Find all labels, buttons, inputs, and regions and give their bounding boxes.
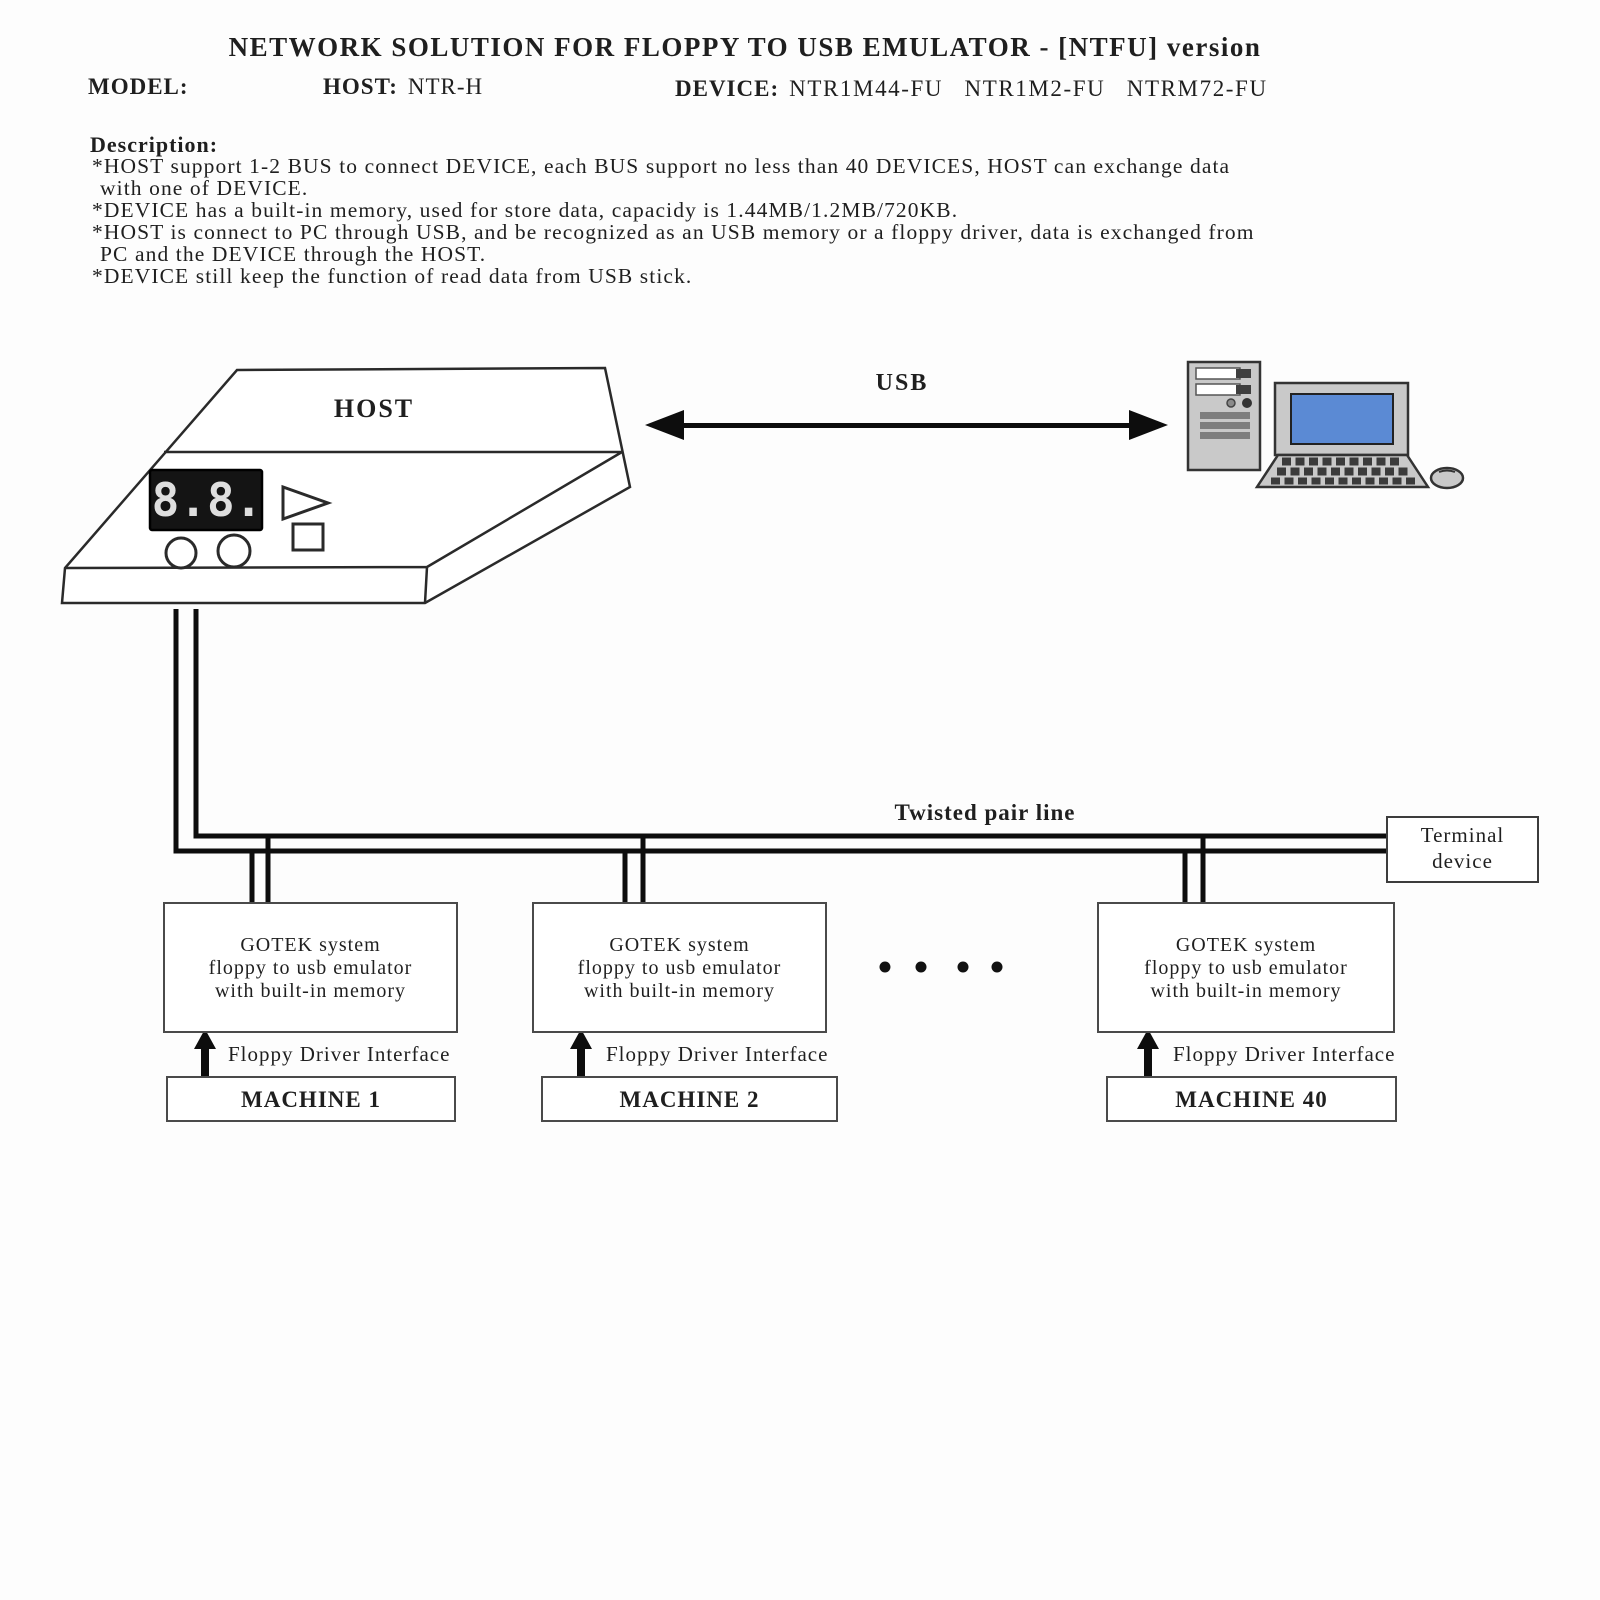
description-line: *HOST support 1-2 BUS to connect DEVICE, each BUS support no less than 40 DEVICES, HOST can exchange data [92, 154, 1231, 178]
gotek-line3: with built-in memory [214, 980, 407, 1002]
tower-vent [1200, 422, 1250, 429]
drive-bay-slot [1196, 368, 1240, 379]
floppy-interface-label-3: Floppy Driver Interface [1173, 1042, 1396, 1066]
pc-keyboard-drawing [1257, 455, 1428, 487]
floppy-interface-label-1: Floppy Driver Interface [228, 1042, 451, 1066]
pc-monitor-drawing [1275, 383, 1408, 455]
floppy-interface-label-2: Floppy Driver Interface [606, 1042, 829, 1066]
tower-vent [1200, 412, 1250, 419]
drive-bay-slot [1196, 384, 1240, 395]
tower-button [1242, 398, 1252, 408]
machine-box-3: MACHINE 40 [1106, 1076, 1397, 1122]
usb-arrowhead-left [645, 410, 684, 440]
gotek-box-2 [532, 902, 827, 1033]
description-line: *DEVICE has a built-in memory, used for store data, capacidy is 1.44MB/1.2MB/720KB. [92, 198, 959, 222]
bus-line-upper [196, 609, 1386, 836]
description-line: *DEVICE still keep the function of read data from USB stick. [92, 264, 693, 288]
host-button-circle [166, 538, 196, 568]
device-models-values: NTR1M44-FU NTR1M2-FU NTRM72-FU [789, 76, 1268, 101]
host-button-circle [218, 535, 250, 567]
terminal-device-line1: Terminal [1420, 823, 1505, 847]
host-model-value: NTR-H [407, 74, 484, 99]
gotek-line1: GOTEK system [609, 934, 750, 956]
gotek-box-1 [163, 902, 458, 1033]
description-heading: Description: [90, 132, 219, 157]
tower-vent [1200, 432, 1250, 439]
pc-tower-drawing [1188, 362, 1260, 470]
gotek-line1: GOTEK system [240, 934, 381, 956]
gotek-line2: floppy to usb emulator [1144, 957, 1348, 979]
tower-button [1227, 399, 1235, 407]
description-line: PC and the DEVICE through the HOST. [100, 242, 487, 266]
host-model-label: HOST: [323, 74, 398, 99]
machine-box-1: MACHINE 1 [166, 1076, 456, 1122]
description-line: with one of DEVICE. [100, 176, 309, 200]
gotek-line2: floppy to usb emulator [208, 957, 413, 979]
model-label: MODEL: [88, 74, 189, 99]
twisted-pair-bus [176, 609, 1386, 902]
terminal-device-line2: device [1432, 849, 1493, 873]
seven-segment-value: 8.8. [151, 473, 263, 527]
machine-box-2: MACHINE 2 [541, 1076, 838, 1122]
pc-drawing [1188, 362, 1463, 488]
monitor-screen [1291, 394, 1393, 444]
stop-square-icon [293, 524, 323, 550]
gotek-line3: with built-in memory [583, 980, 776, 1002]
usb-label: USB [875, 370, 929, 396]
gotek-line1: GOTEK system [1175, 934, 1317, 956]
usb-arrowhead-right [1129, 410, 1168, 440]
twisted-pair-label: Twisted pair line [894, 800, 1076, 825]
gotek-box-3 [1097, 902, 1395, 1033]
description-line: *HOST is connect to PC through USB, and be recognized as an USB memory or a floppy driver, data is exchanged from [92, 220, 1255, 244]
ellipsis-dots [880, 962, 1003, 973]
pc-mouse-drawing [1431, 468, 1463, 488]
page-title: NETWORK SOLUTION FOR FLOPPY TO USB EMULATOR - [NTFU] version [228, 32, 1262, 62]
gotek-line2: floppy to usb emulator [577, 957, 782, 979]
terminal-device-box [1386, 816, 1539, 883]
bus-line-lower [176, 609, 1386, 851]
device-models-label: DEVICE: [675, 76, 780, 101]
gotek-line3: with built-in memory [1150, 980, 1342, 1002]
host-label: HOST [333, 394, 415, 423]
usb-arrow [645, 410, 1168, 440]
